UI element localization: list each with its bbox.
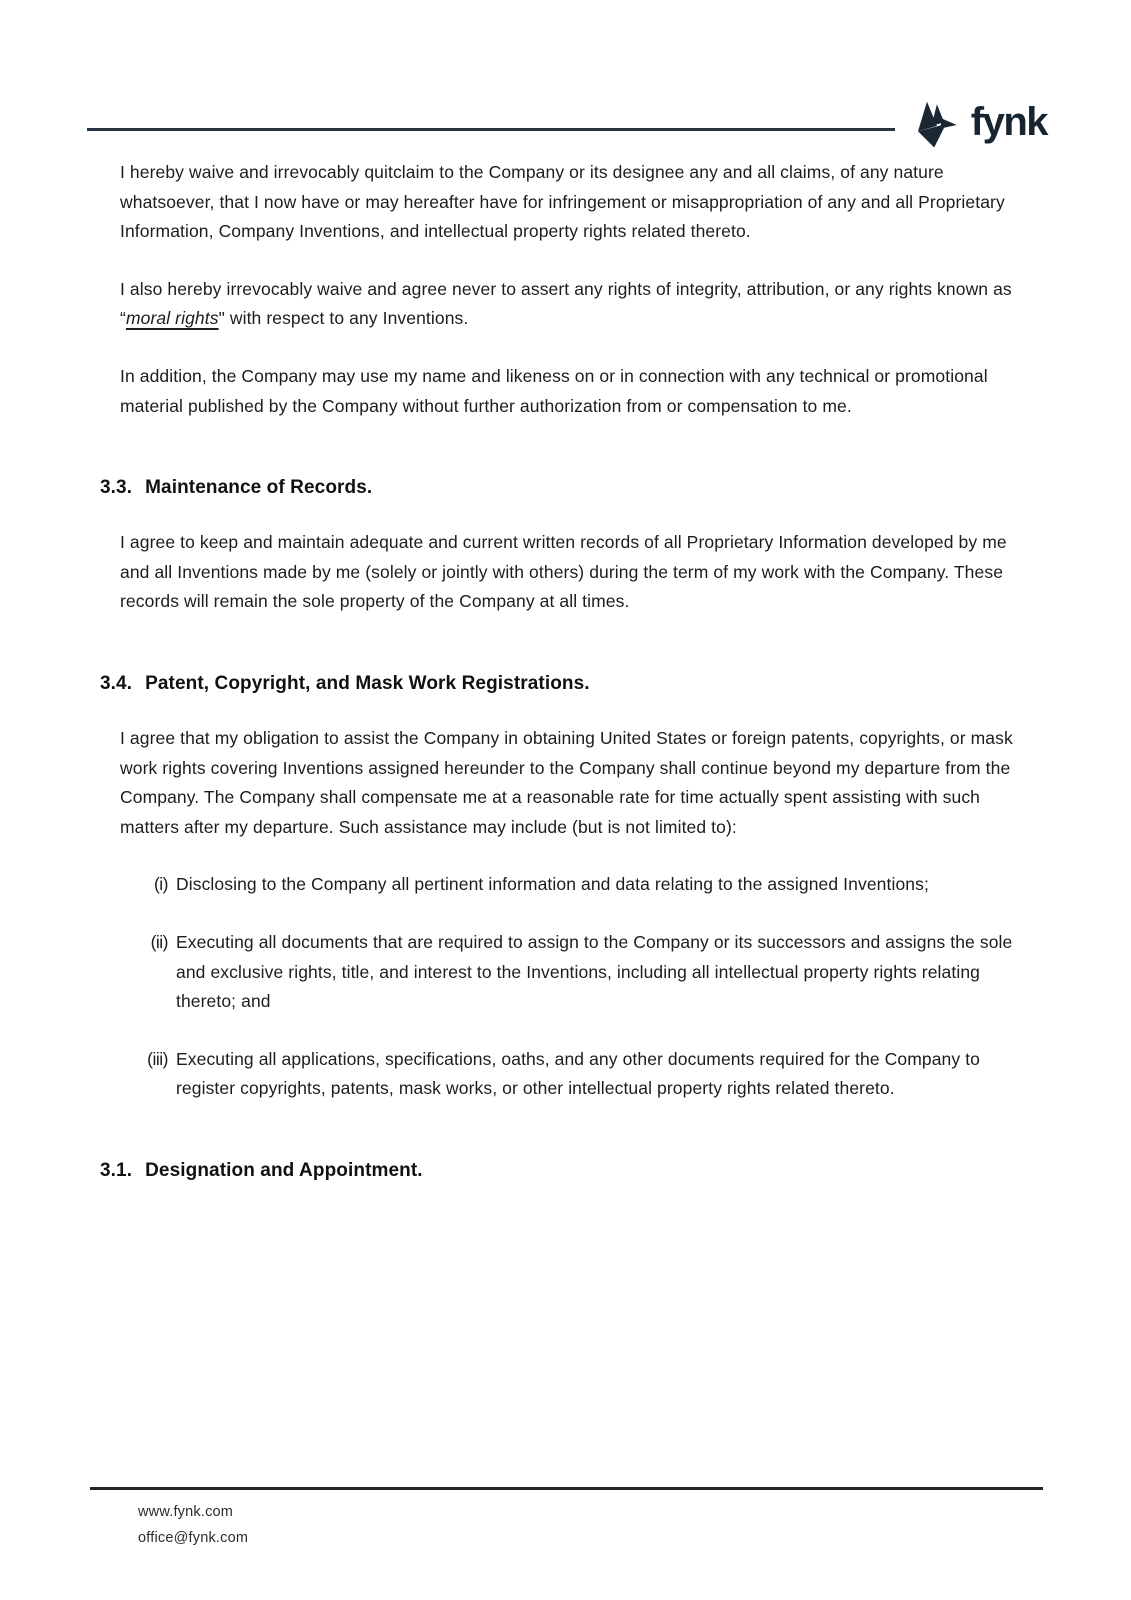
footer-website: www.fynk.com [138,1504,234,1520]
section-number: 3.3. [100,477,133,499]
moral-rights-phrase: moral rights [125,308,219,329]
paragraph-name-likeness: In addition, the Company may use my name and likeness on or in connection with any technical or promotional material published by the Company without further authorization from or compensation to me. [120,365,988,416]
fynk-logo [909,98,1047,152]
brand-wordmark: fynk [970,100,1047,144]
list-item-text: Executing all applications, specifications, oaths, and any other documents required for the Company to register copyrights, patents, mask works, or other intellectual property rights related thereto. [176,1048,980,1099]
section-number: 3.1. [100,1159,133,1181]
paragraph-patent-assistance: I agree that my obligation to assist the Company in obtaining United States or foreign patents, copyrights, or mask work rights covering Inventions assigned hereunder to the Company shall continue beyond my departure from the Company. The Company shall compensate me at a reasonable rate for time actually spent assisting with such matters after my departure. Such assistance may include (but is not limited to): [120,727,1013,837]
list-item-marker: (i) [153,874,168,895]
section-heading-3-4 [100,673,1013,695]
paragraph-maintenance-records: I agree to keep and maintain adequate and current written records of all Proprietary Information developed by me and all Inventions made by me (solely or jointly with others) during the term of my work with the Company. These records will remain the sole property of the Company at all times. [120,532,1007,612]
list-item-text: Executing all documents that are required to assign to the Company or its successors and assigns the sole and exclusive rights, title, and interest to the Inventions, including all intellectual property rights relating thereto; and [176,931,1013,1012]
assistance-list [120,870,1013,1104]
section-title: Maintenance of Records. [145,477,373,499]
header-divider [87,128,895,131]
list-item [120,870,1013,900]
section-title: Patent, Copyright, and Mask Work Registrations. [145,672,590,694]
list-item [120,1045,1013,1104]
footer [138,1499,248,1551]
list-item [120,928,1013,1017]
section-heading-3-3 [100,477,1013,499]
paragraph-moral-rights [120,275,1013,334]
list-item-text: Disclosing to the Company all pertinent information and data relating to the assigned Inventions; [176,874,929,895]
section-heading-3-1 [100,1160,1013,1182]
moral-rights-after: " with respect to any Inventions. [218,308,469,329]
list-item-marker: (iii) [147,1048,168,1069]
moral-rights-before: I also hereby irrevocably waive and agree never to assert any rights of integrity, attribution, or any rights known as “ [120,278,1012,329]
section-title: Designation and Appointment. [145,1159,423,1181]
paragraph-waiver: I hereby waive and irrevocably quitclaim to the Company or its designee any and all claims, of any nature whatsoever, that I now have or may hereafter have for infringement or misappropriation of any and all Proprietary Information, Company Inventions, and intellectual property rights related thereto. [120,162,1005,242]
section-number: 3.4. [100,672,133,694]
footer-email: office@fynk.com [138,1530,249,1546]
crane-icon [909,98,963,152]
document-body [100,158,1013,1211]
footer-divider [90,1487,1043,1490]
list-item-marker: (ii) [150,931,168,952]
